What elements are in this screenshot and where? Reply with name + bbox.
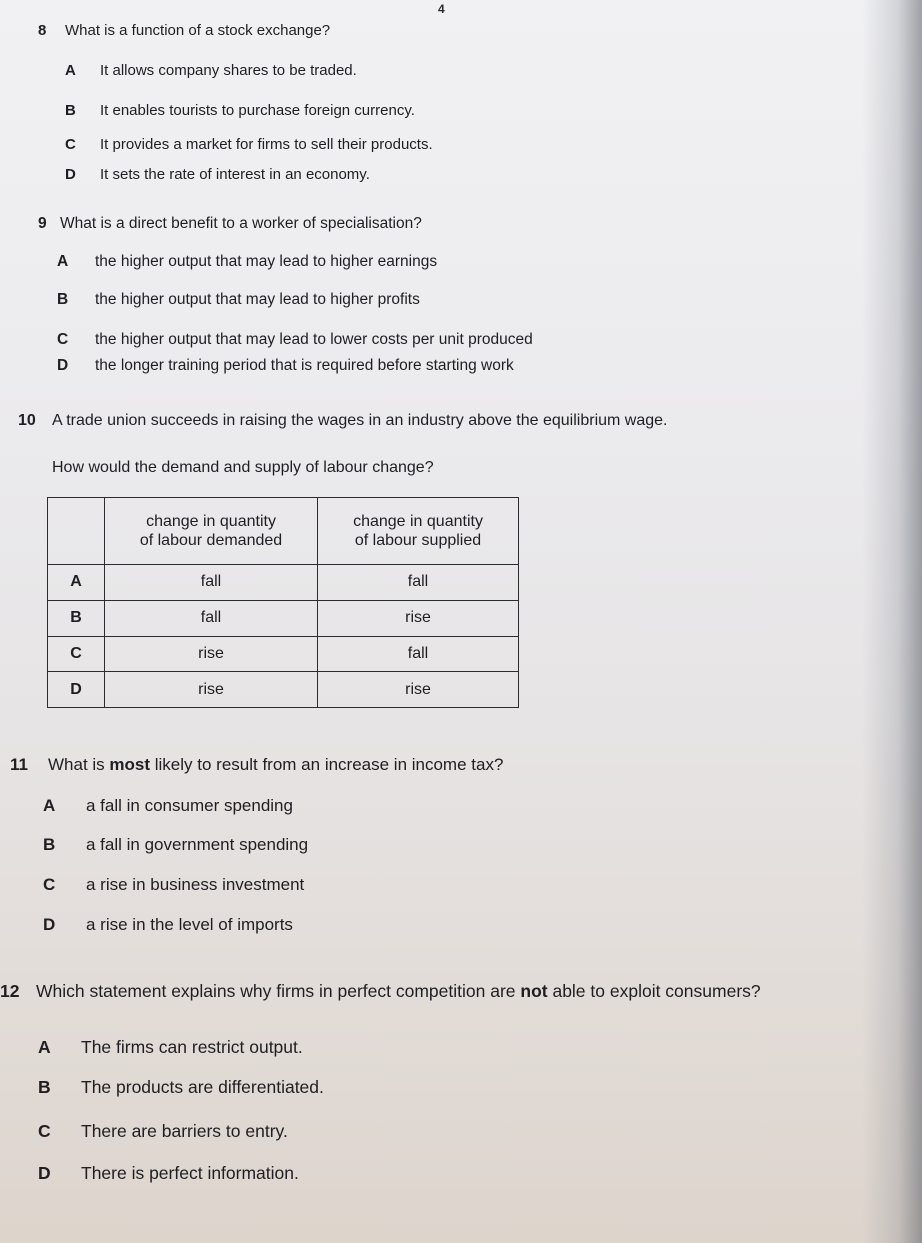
labour-change-table [47,497,519,708]
option-text: the higher output that may lead to higher profits [95,291,420,308]
option-letter: A [57,253,69,270]
option-text: a rise in the level of imports [86,915,293,934]
option-letter: B [57,291,69,308]
option-letter: C [57,331,69,348]
option-letter: D [65,166,76,183]
row-letter: D [48,672,105,708]
option-text: The products are differentiated. [81,1077,324,1097]
question-text [48,755,503,775]
option-text: a rise in business investment [86,875,305,894]
question-number: 11 [10,755,28,774]
question-text-part: likely to result from an increase in income tax? [150,755,504,774]
option-text: the higher output that may lead to higher earnings [95,253,438,270]
question-text [36,981,761,1002]
option-letter: A [38,1037,51,1057]
table-row [48,600,519,636]
supplied-cell: rise [318,600,519,636]
option-text: the higher output that may lead to lower costs per unit produced [95,331,533,348]
option-letter: C [38,1121,51,1141]
demanded-cell: fall [105,565,318,601]
question-text-part: able to exploit consumers? [547,981,761,1001]
option-text: a fall in consumer spending [86,796,293,815]
option-text: There is perfect information. [81,1163,299,1183]
option-letter: A [65,62,76,79]
table-header-row [48,498,519,565]
option-letter: C [43,875,56,894]
option-letter: B [65,102,76,119]
option-text: It enables tourists to purchase foreign currency. [100,102,415,119]
question-text: A trade union succeeds in raising the wages in an industry above the equilibrium wage. [52,412,668,429]
page-edge-shadow [862,0,922,1243]
question-emphasis: most [109,755,151,774]
option-letter: D [57,357,69,374]
option-text: There are barriers to entry. [81,1121,288,1141]
supplied-cell: fall [318,565,519,601]
option-text: the longer training period that is required before starting work [95,357,514,374]
option-text: It provides a market for firms to sell their products. [100,136,433,153]
option-text: It sets the rate of interest in an economy. [100,166,370,183]
question-number: 12 [0,981,20,1001]
option-text: The firms can restrict output. [81,1037,303,1057]
option-letter: D [38,1163,51,1183]
demanded-cell: rise [105,636,318,672]
row-letter: A [48,565,105,601]
table-row [48,636,519,672]
question-emphasis: not [520,981,548,1001]
option-text: a fall in government spending [86,835,309,854]
option-text: It allows company shares to be traded. [100,62,357,79]
question-number: 10 [18,412,36,429]
demanded-cell: rise [105,672,318,708]
header-text: change in quantity of labour demanded [139,512,283,549]
header-text: change in quantity of labour supplied [353,512,483,549]
row-letter: C [48,636,105,672]
question-text: What is a function of a stock exchange? [65,22,331,39]
supplied-cell: rise [318,672,519,708]
supplied-cell: fall [318,636,519,672]
table-header-blank [48,498,105,565]
option-letter: C [65,136,76,153]
option-letter: B [38,1077,51,1097]
question-number: 8 [38,22,47,39]
table-row [48,672,519,708]
option-letter: D [43,915,56,934]
demanded-cell: fall [105,600,318,636]
option-letter: B [43,835,56,854]
question-number: 9 [38,215,47,232]
page-number: 4 [438,2,445,16]
table-row [48,565,519,601]
question-text-part: Which statement explains why firms in perfect competition are [36,981,521,1001]
question-text-part: What is [48,755,110,774]
option-letter: A [43,796,56,815]
table-header-supplied [318,498,519,565]
question-text: What is a direct benefit to a worker of specialisation? [60,215,422,232]
row-letter: B [48,600,105,636]
table-header-demanded [105,498,318,565]
question-subtext: How would the demand and supply of labour change? [52,459,434,476]
